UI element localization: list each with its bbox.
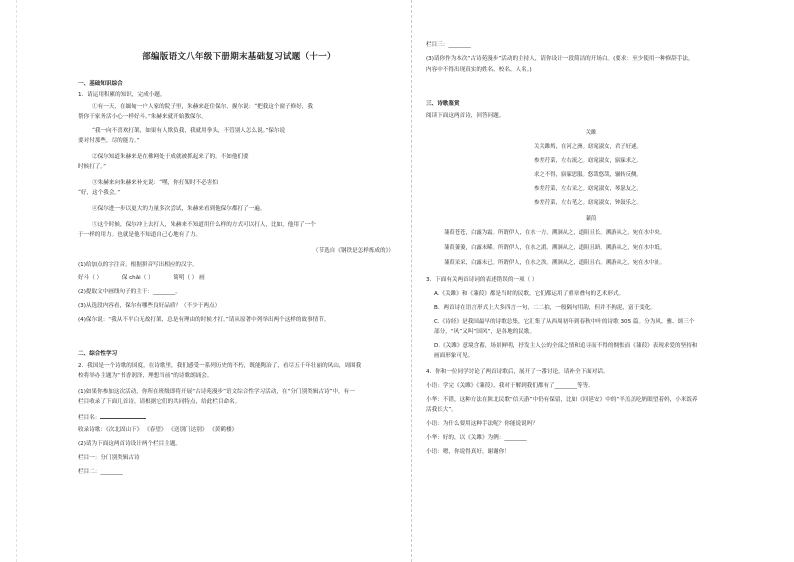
- question-text: 1．请运用积累的知识，完成小题。: [78, 92, 166, 98]
- binding-line: [16, 0, 18, 562]
- question-text: (1)如果你参加这次活动，你所在班级即将开展“古诗苑漫步”语文综合性学习活动，在“分门别类辑古诗”中，有一: [78, 389, 355, 395]
- option-b[interactable]: B．两首诗在语言形式上大多四言一句，二二拍，一般隔句用韵，但并不拘泥，富于变化。: [434, 305, 656, 311]
- question-text: 栏目收录了下面几首诗，请根据它们的共同特点，给此栏目命名。: [78, 399, 241, 405]
- question-text: (2)提取文中画线句子的主干：________。: [78, 289, 182, 295]
- section-heading: 二、综合性学习: [78, 351, 118, 357]
- poem-line: 蒹葭萋萋，白露未晞。所谓伊人，在水之湄。溯洄从之，道阻且跻。溯游从之，宛在水中坻。: [444, 245, 666, 251]
- question-text: (2)请为下面这两首诗设计两个栏目主题。: [78, 441, 182, 447]
- dialogue-line: 小华：不错，这种方法在陕北民歌“信天游”中仍有保留，比如《回延安》中的“羊羔羔吃奶眼望着妈，小米饭养: [426, 397, 698, 403]
- option-d-cont: 画面形象可见。: [434, 353, 474, 359]
- passage-line: ②保尔知道朱赫来是在佛网处于成就被抓起来了的。不如他们要: [92, 154, 249, 160]
- dialogue-line: 小语：嗯，你说得真好，谢谢你！: [426, 449, 510, 455]
- question-text: 2．我国是一个诗歌的国度，在诗歌里，我们感受一系列历史的不朽，既能陶冶了，看尽五千年壮丽的风山，周围我: [78, 363, 362, 369]
- dialogue-line: 小语：为什么要用这种手法呢？你能说说吗？: [426, 421, 538, 427]
- column-divider: [411, 0, 413, 562]
- question-text: 内容中不得出现真实的姓名、校名、人名。): [426, 67, 532, 73]
- option-c-cont: 部分，“风”又叫“国风”，是各地的民歌。: [434, 329, 536, 335]
- pinyin-item: 画: [199, 275, 205, 281]
- page-title: 部编版语文八年级下册期末基础复习试题（十一）: [142, 52, 336, 62]
- passage-line: 时候打了。”: [78, 164, 107, 170]
- poem-line: 关关雎鸠，在河之洲。窈窕淑女，君子好逑。: [534, 144, 642, 150]
- question-text: (4)保尔说：“我从不平白无故打架，总是有理由的时候才打。”请从原著中列举出两个这样的故事情节。: [78, 317, 330, 323]
- option-c[interactable]: C.《诗经》是我国最早的诗歌总集，它汇集了从西周初年到春秋中叶的诗歌 305 篇。分为风、雅、颂三个: [434, 319, 695, 325]
- passage-line: ④保尔进一步以更大的力量多次尝试，朱赫来看到他保尔都打了一遍。: [92, 206, 266, 212]
- poem-line: 蒹葭苍苍，白露为霜。所谓伊人，在水一方。溯洄从之，道阻且长。溯游从之，宛在水中央。: [444, 230, 666, 236]
- dialogue-line: 活我长大”。: [426, 407, 457, 413]
- passage-line: “我一向不喜欢打架，如果有人欺负我，我就用拳头，不管别人怎么说。”保尔说: [92, 128, 286, 134]
- pinyin-row: [78, 275, 205, 282]
- option-d[interactable]: D.《关雎》意境含蓄，场景鲜明，抒发主人公的全部之情和追寻而不得的惆怅而《蒹葭》表现求爱的坚持和: [434, 343, 698, 349]
- section-heading: 三、诗歌鉴赏: [426, 101, 460, 107]
- passage-line: ①有一天，在缅甸一户人家的院子里，朱赫来赶住保尔，握尔说：“把我这个窗子修好，我: [92, 104, 314, 110]
- question-text: (3)请你作为本次“古诗苑漫步”活动的主持人，请你设计一段简洁的开场白。(要求：至少使用一种修辞手法，: [426, 56, 694, 62]
- pinyin-item[interactable]: 好斗（ ）: [78, 275, 103, 281]
- passage-line: ⑤这个时候，保尔冲上去打人，朱赫来不知道用什么样的方式可以打人，比如，他用了一个: [92, 222, 316, 228]
- poem-line: 求之不得，寤寐思服。悠哉悠哉，辗转反侧。: [534, 172, 642, 178]
- passage-line: 于一样的用力。也就是他不知道自己心地有了力。: [78, 232, 202, 238]
- passage-line: 要对付那些，尽的能力。”: [78, 138, 140, 144]
- answer-line[interactable]: 栏目三：________: [426, 42, 471, 48]
- poem-line: 参差荇菜，左右芼之。窈窕淑女，钟鼓乐之。: [534, 200, 642, 206]
- answer-line[interactable]: 栏目二：________: [78, 469, 123, 475]
- question-text: 4．你和一位同学讨论了两首诗歌后，展开了一番讨论。请补全下面对话。: [426, 369, 609, 375]
- poem-title: 蒹葭: [585, 216, 597, 222]
- dialogue-line[interactable]: 小华：好的，以《关雎》为例：________: [426, 435, 527, 441]
- passage-source: （节选自《钢铁是怎样炼成的》）: [312, 248, 394, 254]
- pinyin-item[interactable]: 简明（ ）: [173, 275, 198, 281]
- question-text: 3．下面有关两首诗词的表述错误的一项（ ）: [426, 277, 538, 283]
- section-heading: 一、基础知识综合: [78, 81, 123, 87]
- passage-line: “好，这个我会。”: [78, 190, 121, 196]
- poems-list: 收录诗歌：《次北固山下》 《春望》 《送别门达别》 《黄鹤楼》: [78, 427, 238, 433]
- question-text: (3)从选段内容看，保尔有哪些良好品质？（不少于两点）: [78, 303, 221, 309]
- answer-line: 栏目一：分门别类辑古诗: [78, 455, 140, 461]
- pinyin-item[interactable]: 保 chǎi（ ）: [121, 275, 154, 281]
- dialogue-line[interactable]: 小语：学完《关雎》《蒹葭》，我对于解到我们都有了________等等。: [426, 383, 594, 389]
- poem-line: 蒹葭采采，白露未已。所谓伊人，在水之涘。溯洄从之，道阻且右。溯游从之，宛在水中沚。: [444, 260, 666, 266]
- poem-title: 关雎: [585, 130, 597, 136]
- poem-line: 参差荇菜，左右流之。窈窕淑女，寤寐求之。: [534, 158, 642, 164]
- question-text: 阅读下面这两首诗，回答问题。: [426, 113, 505, 119]
- question-text: 校将举办主题为“书香润泽，理想当前”的诗歌朗诵会。: [78, 373, 213, 379]
- poem-line: 参差荇菜，左右采之。窈窕淑女，琴瑟友之。: [534, 186, 642, 192]
- option-a[interactable]: A.《关雎》和《蒹葭》都是当时的民歌，它们都运用了重章叠句的艺术形式。: [434, 291, 625, 297]
- passage-line: 帮你干家务活小心一样好斗。”朱赫来就开始教保尔，: [78, 114, 207, 120]
- passage-line: ③朱赫来向朱赫来补充说：“嘿，你打架时不必害怕: [92, 180, 218, 186]
- question-text: (1)给加点的字注音，根据拼音写出相应的汉字。: [78, 262, 198, 268]
- answer-line[interactable]: 栏目名：: [78, 413, 146, 422]
